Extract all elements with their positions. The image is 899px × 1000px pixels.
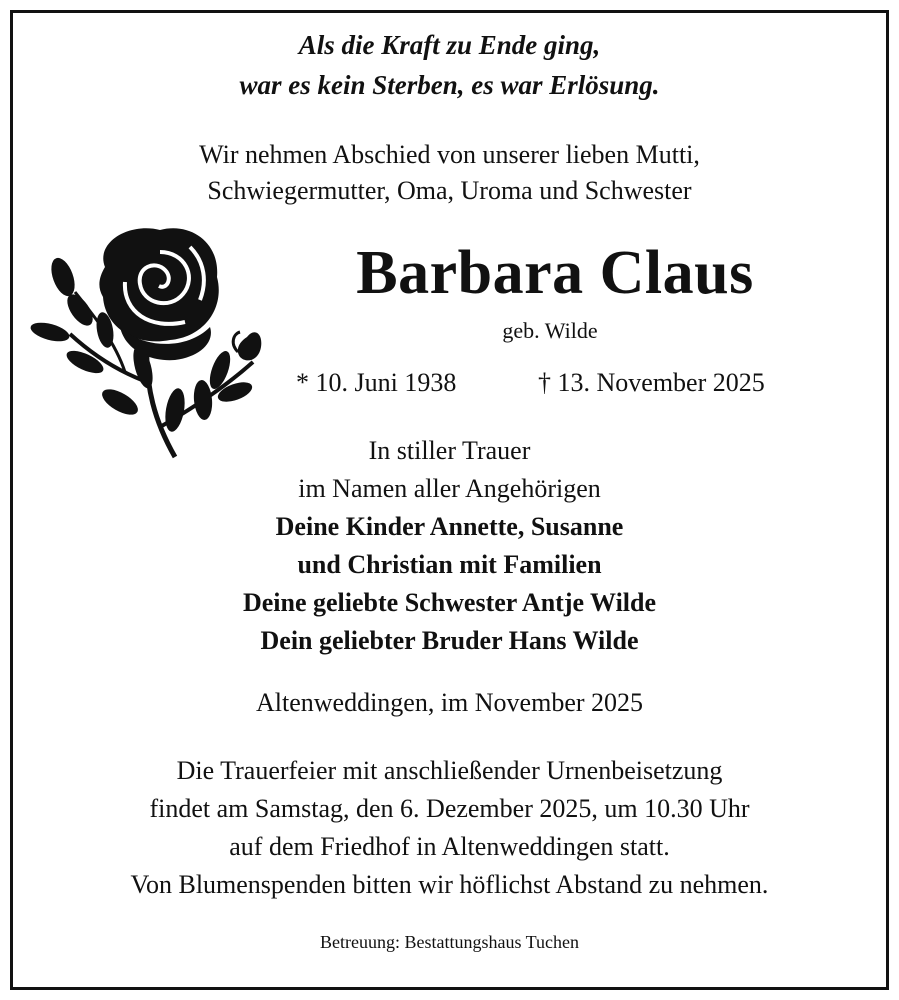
deceased-name: Barbara Claus xyxy=(356,239,754,307)
ceremony-line-2: findet am Samstag, den 6. Dezember 2025, um 10.30 Uhr xyxy=(149,794,750,823)
birth-name: geb. Wilde xyxy=(502,318,598,343)
ceremony-line-3: auf dem Friedhof in Altenweddingen statt. xyxy=(229,832,670,861)
motto-line-1: Als die Kraft zu Ende ging, xyxy=(298,30,601,60)
intro-line-2: Schwiegermutter, Oma, Uroma und Schwester xyxy=(207,176,692,205)
mourners-line-3: Deine Kinder Annette, Susanne xyxy=(275,512,624,541)
birth-date: * 10. Juni 1938 xyxy=(296,368,457,397)
footer-funeral-home: Betreuung: Bestattungshaus Tuchen xyxy=(320,932,579,952)
mourners-line-1: In stiller Trauer xyxy=(368,436,531,465)
motto-line-2: war es kein Sterben, es war Erlösung. xyxy=(239,70,660,100)
ceremony-line-1: Die Trauerfeier mit anschließender Urnenbeisetzung xyxy=(176,756,723,785)
rose-icon xyxy=(25,222,270,462)
place-date: Altenweddingen, im November 2025 xyxy=(255,688,644,717)
mourners-line-2: im Namen aller Angehörigen xyxy=(298,474,601,503)
mourners-line-5: Deine geliebte Schwester Antje Wilde xyxy=(242,588,657,617)
mourners-line-4: und Christian mit Familien xyxy=(297,550,602,579)
ceremony-line-4: Von Blumenspenden bitten wir höflichst Abstand zu nehmen. xyxy=(130,870,769,899)
intro-line-1: Wir nehmen Abschied von unserer lieben Mutti, xyxy=(199,140,700,169)
death-date: † 13. November 2025 xyxy=(538,368,765,397)
mourners-line-6: Dein geliebter Bruder Hans Wilde xyxy=(260,626,639,655)
